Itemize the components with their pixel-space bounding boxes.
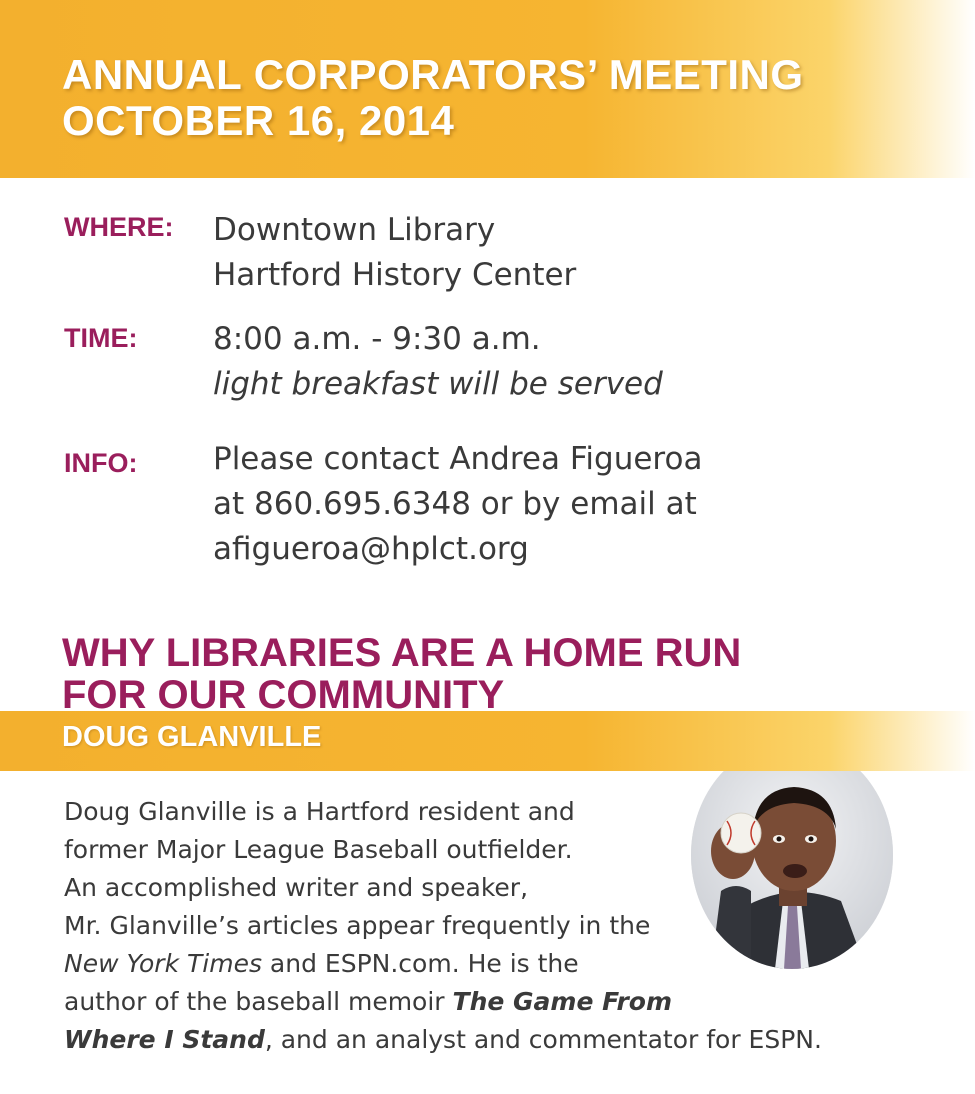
book-title-part-2: Where I Stand: [64, 1025, 265, 1054]
time-line-1: 8:00 a.m. - 9:30 a.m.: [213, 321, 541, 357]
speaker-photo: [691, 741, 893, 969]
where-line-1: Downtown Library: [213, 212, 496, 248]
bio-text: , and an analyst and commentator for ESPN.: [264, 1025, 822, 1054]
where-label: WHERE:: [64, 212, 174, 242]
bio-text: author of the baseball memoir: [64, 987, 453, 1016]
contact-email[interactable]: afigueroa@hplct.org: [213, 531, 529, 567]
publication-name: New York Times: [64, 949, 262, 978]
section-title-line-1: WHY LIBRARIES ARE A HOME RUN: [62, 631, 742, 675]
meeting-title: [62, 52, 922, 144]
bio-line: [64, 1021, 944, 1059]
section-title: [62, 632, 962, 716]
bio-line: An accomplished writer and speaker,: [64, 873, 529, 902]
bio-line: [64, 983, 944, 1021]
info-value: [213, 437, 702, 572]
book-title-part-1: The Game From: [452, 987, 673, 1016]
info-line-2: at 860.695.6348 or by email at: [213, 486, 697, 522]
bio-line: Mr. Glanville’s articles appear frequently in the: [64, 911, 651, 940]
info-line-1: Please contact Andrea Figueroa: [213, 441, 703, 477]
meeting-date: OCTOBER 16, 2014: [62, 97, 455, 144]
time-value: [213, 317, 663, 407]
speaker-portrait-icon: [691, 741, 893, 969]
where-value: [213, 208, 576, 298]
speaker-name: DOUG GLANVILLE: [62, 721, 322, 753]
bio-line: Doug Glanville is a Hartford resident and: [64, 797, 575, 826]
section-title-line-2: FOR OUR COMMUNITY: [62, 673, 505, 717]
time-label: TIME:: [64, 323, 138, 353]
bio-text: and ESPN.com. He is the: [261, 949, 579, 978]
info-label: INFO:: [64, 448, 138, 478]
where-line-2: Hartford History Center: [213, 257, 577, 293]
bio-line: former Major League Baseball outfielder.: [64, 835, 573, 864]
time-note: light breakfast will be served: [213, 366, 663, 402]
meeting-title-line-1: ANNUAL CORPORATORS’ MEETING: [62, 51, 804, 98]
